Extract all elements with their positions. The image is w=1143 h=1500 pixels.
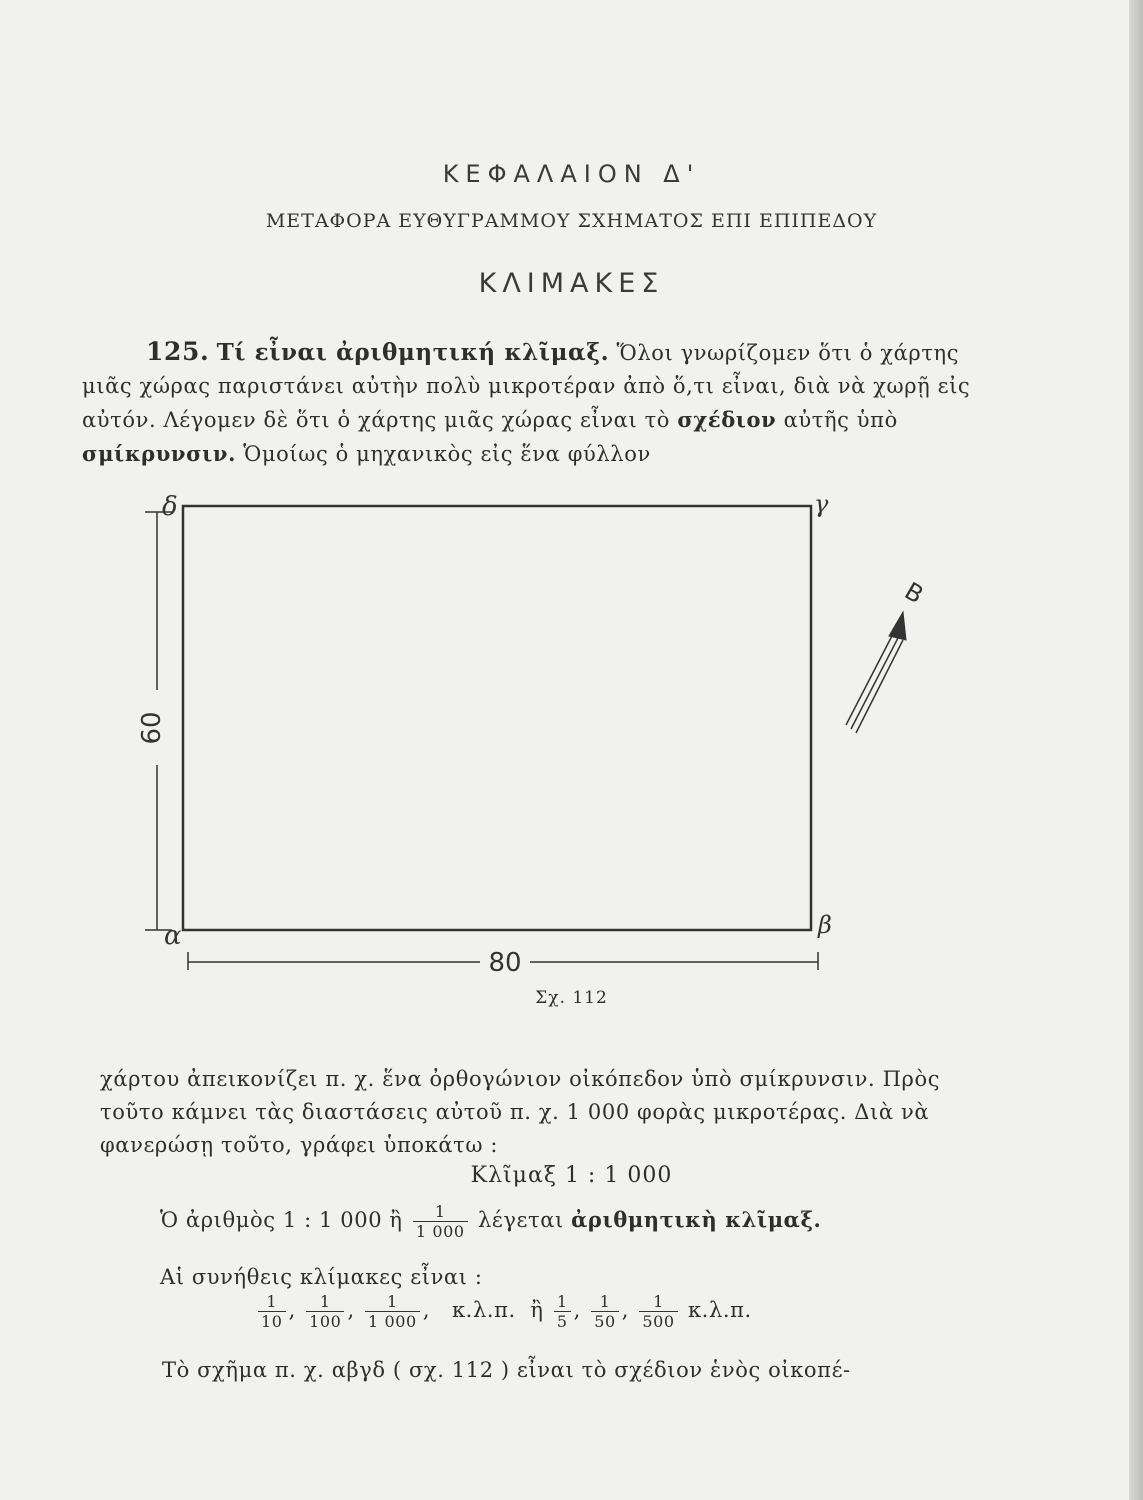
ratio-definition-line bbox=[160, 1202, 821, 1241]
common-scales-intro: Αἱ συνήθεις κλίμακες εἶναι : bbox=[160, 1265, 483, 1289]
corner-label-a: α bbox=[164, 921, 182, 951]
height-label: 60 bbox=[137, 711, 167, 745]
paragraph-text: αὐτῆς ὑπὸ bbox=[783, 408, 898, 432]
chapter-heading: ΚΕΦΑΛΑΙΟΝ Δ' bbox=[442, 160, 701, 188]
ratio-text: λέγεται bbox=[478, 1208, 564, 1232]
bold-term-smikrynsin: σμίκρυνσιν. bbox=[82, 441, 236, 466]
fraction: $\frac{1}{50}$ bbox=[591, 1292, 619, 1331]
paragraph-text: Ὁμοίως ὁ μηχανικὸς εἰς ἕνα φύλλον bbox=[243, 442, 651, 466]
plot-rectangle bbox=[183, 506, 811, 930]
fraction: $\frac{1}{5}$ bbox=[554, 1292, 571, 1331]
fraction: $\frac{1}{10}$ bbox=[258, 1292, 286, 1331]
section-title: ΜΕΤΑΦΟΡΑ ΕΥΘΥΓΡΑΜΜΟΥ ΣΧΗΜΑΤΟΣ ΕΠΙ ΕΠΙΠΕΔΟΥ bbox=[265, 210, 878, 232]
corner-label-b: β bbox=[818, 911, 832, 939]
paragraph-text: Ὅλοι γνωρίζομεν ὅτι ὁ χάρτης μιᾶς χώρας παριστάνει αὐτὴν πολὺ μικροτέραν ἀπὸ ὅ,τι εἶναι, διὰ νὰ χωρῇ εἰς αὐτόν. Λέγομεν δὲ ὅτι ὁ χάρτης μιᾶς χώρας εἶναι τὸ bbox=[82, 341, 971, 432]
figure-caption: Σχ. 112 bbox=[535, 988, 608, 1008]
fraction: $\frac{1}{500}$ bbox=[639, 1292, 677, 1331]
paragraph-number: 125. bbox=[146, 337, 210, 366]
fraction: $\frac{1}{1 000}$ bbox=[365, 1292, 420, 1331]
or-text: ἢ bbox=[530, 1298, 544, 1322]
fraction: $\frac{1}{100}$ bbox=[306, 1292, 344, 1331]
etc-text: κ.λ.π. bbox=[451, 1298, 516, 1322]
corner-label-d: δ bbox=[162, 492, 178, 522]
scale-formula: Κλῖμαξ 1 : 1 000 bbox=[470, 1163, 673, 1188]
bold-term-arithmetic-scale: ἀριθμητικὴ κλῖμαξ. bbox=[571, 1207, 822, 1232]
bold-term-sxedion: σχέδιον bbox=[677, 407, 777, 432]
paragraph-heading: Τί εἶναι ἀριθμητική κλῖμαξ. bbox=[216, 339, 610, 366]
section-subtitle: ΚΛΙΜΑΚΕΣ bbox=[478, 268, 665, 299]
north-arrow-icon bbox=[846, 612, 906, 733]
fraction: $\frac{1}{1 000}$ bbox=[413, 1202, 468, 1241]
paragraph-continuation: χάρτου ἀπεικονίζει π. χ. ἕνα ὀρθογώνιον οἰκόπεδον ὑπὸ σμίκρυνσιν. Πρὸς τοῦτο κάμνει τὰς διαστάσεις αὐτοῦ π. χ. 1 000 φορὰς μικροτέρας. Διὰ νὰ φανερώσῃ τοῦτο, γράφει ὑποκάτω : bbox=[100, 1067, 941, 1157]
last-line: Τὸ σχῆμα π. χ. αβγδ ( σχ. 112 ) εἶναι τὸ σχέδιον ἑνὸς οἰκοπέ- bbox=[162, 1358, 851, 1382]
etc-text: κ.λ.π. bbox=[687, 1298, 752, 1322]
north-label: Β bbox=[899, 576, 929, 610]
corner-label-g: γ bbox=[814, 490, 829, 518]
ratio-text: Ὁ ἀριθμὸς 1 : 1 000 ἢ bbox=[160, 1208, 403, 1232]
width-label: 80 bbox=[488, 948, 522, 978]
common-scales-fractions: $\frac{1}{10}$ , $\frac{1}{100}$ , $\frac{1}{1 000}$ , κ.λ.π. ἢ $\frac{1}{5}$ , $\frac{1}{50}$ , $\frac{1}{500}$ κ.λ.π. bbox=[255, 1292, 752, 1331]
